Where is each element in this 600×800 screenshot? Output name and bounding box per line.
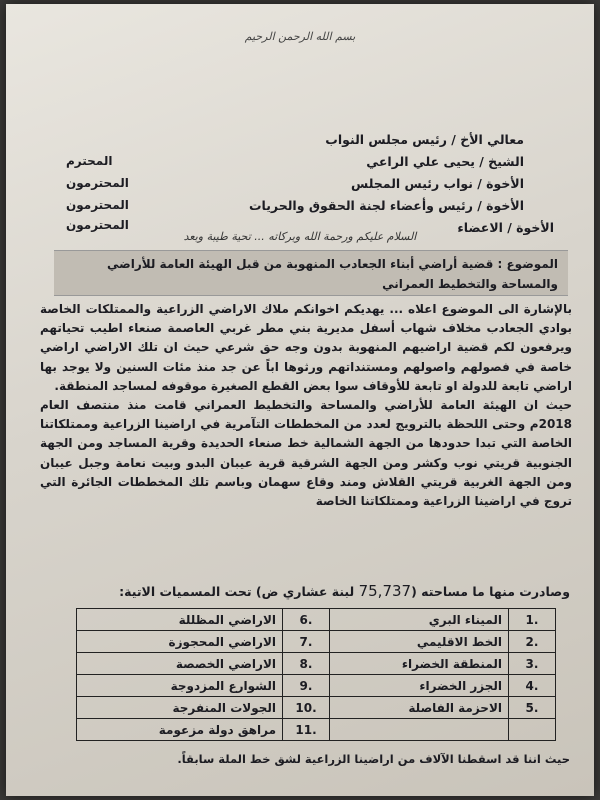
addressee-line-3: الأخوة / نواب رئيس المجلس: [351, 176, 524, 191]
subject-text: الموضوع : قضية أراضي أبناء الجعادب المنهوبة من قبل الهيئة العامة للأراضي والمساحة والتخطيط العمراني: [107, 257, 558, 291]
greeting: السلام عليكم ورحمة الله وبركاته ... تحية طيبة وبعد: [183, 230, 417, 243]
letter-page: [6, 4, 594, 796]
table-cell: الميناء البري: [330, 609, 509, 631]
letter-body: [40, 300, 572, 511]
table-cell: الجزر الخضراء: [330, 675, 509, 697]
table-cell-number: 3.: [509, 653, 556, 675]
table-cell-number: [509, 719, 556, 741]
addressee-line-2: الشيخ / يحيى علي الراعي: [366, 154, 524, 169]
area-value: 75,737: [358, 582, 412, 600]
table-cell-number: 4.: [509, 675, 556, 697]
table-row: [77, 719, 556, 741]
table-cell: مراهق دولة مزعومة: [77, 719, 283, 741]
table-row: [77, 609, 556, 631]
table-cell: الاحزمة الفاصلة: [330, 697, 509, 719]
table-row: [77, 653, 556, 675]
table-cell-number: 1.: [509, 609, 556, 631]
table-cell: الاراضي المظللة: [77, 609, 283, 631]
subject-box: [54, 250, 568, 296]
addressee-line-4: الأخوة / رئيس وأعضاء لجنة الحقوق والحريات: [248, 198, 524, 213]
table-cell-number: 11.: [283, 719, 330, 741]
table-cell: الخط الاقليمي: [330, 631, 509, 653]
area-suffix: لبنة عشاري ض) تحت المسميات الاتية:: [119, 584, 359, 599]
table-cell: المنطقة الخضراء: [330, 653, 509, 675]
table-row: [77, 631, 556, 653]
table-row: [77, 675, 556, 697]
table-cell-number: 6.: [283, 609, 330, 631]
paragraph-1: بالإشارة الى الموضوع اعلاه ... يهديكم اخوانكم ملاك الاراضي الزراعية والممتلكات الخاصة بوادي الجعادب مخلاف شهاب أسفل مديرية بني مطر غربي العاصمة صنعاء اطيب تحياتهم ويرفعون لكم قضية اراضيهم المنهوبة بدون وجه حق شرعي حيث ان تلك الاراضي اراضي خاصة في فصولهم واصولهم ومستنداتهم ورثوها اباً عن جد منذ مئات السنين ولا يوجد بها اراضي تابعة للدولة او تابعة للأوقاف سوا بعض القطع الصغيرة موقوفه لمساجد المنطقة.: [40, 302, 572, 393]
paragraph-2: حيث ان الهيئة العامة للأراضي والمساحة والتخطيط العمراني قامت منذ منتصف العام 2018م وحتى اللحظة بالترويج لعدد من المخططات التآمرية في اراضينا الزراعية وممتلكاتنا الخاصة التي تبدا حدودها من الجهة الشمالية خط صنعاء الحديدة وقرية المساجد ومن الجهة الجنوبية قريتي نوب وكشر ومن الجهة الشرقية قرية عيبان البدو وبيت نعامة وجبل عيبان ومن الجهة الغربية قريتي القلاش ومند وقاع سهمان وباسم تلك المخططات الجائرة التي تروج في اراضينا الزراعية وممتلكاتنا الخاصة: [40, 398, 572, 509]
honorific-1: المحترم: [66, 154, 113, 168]
table-row: [77, 697, 556, 719]
area-prefix: وصادرت منها ما مساحته (: [411, 584, 570, 599]
closing-line: حيث اننا قد اسقطنا الآلاف من اراضينا الزراعية لشق خط الملة سابقاً.: [177, 752, 570, 766]
honorific-4: المحترمون: [66, 218, 129, 232]
table-cell: الشوارع المزدوجة: [77, 675, 283, 697]
honorific-3: المحترمون: [66, 198, 129, 212]
table-cell: الجولات المنفرجة: [77, 697, 283, 719]
area-statement: [40, 582, 570, 600]
addressee-line-1: معالي الأخ / رئيس مجلس النواب: [325, 132, 524, 147]
table-cell-number: 9.: [283, 675, 330, 697]
table-cell-number: 5.: [509, 697, 556, 719]
table-cell-number: 8.: [283, 653, 330, 675]
honorific-2: المحترمون: [66, 176, 129, 190]
table-cell: [330, 719, 509, 741]
table-cell-number: 2.: [509, 631, 556, 653]
basmala: بسم الله الرحمن الرحيم: [244, 30, 356, 43]
table-cell-number: 10.: [283, 697, 330, 719]
table-cell: الاراضي الخصصة: [77, 653, 283, 675]
designations-table: [76, 608, 556, 741]
addressee-line-5: الأخوة / الاعضاء: [457, 220, 554, 235]
table-cell: الاراضي المحجوزة: [77, 631, 283, 653]
table-cell-number: 7.: [283, 631, 330, 653]
